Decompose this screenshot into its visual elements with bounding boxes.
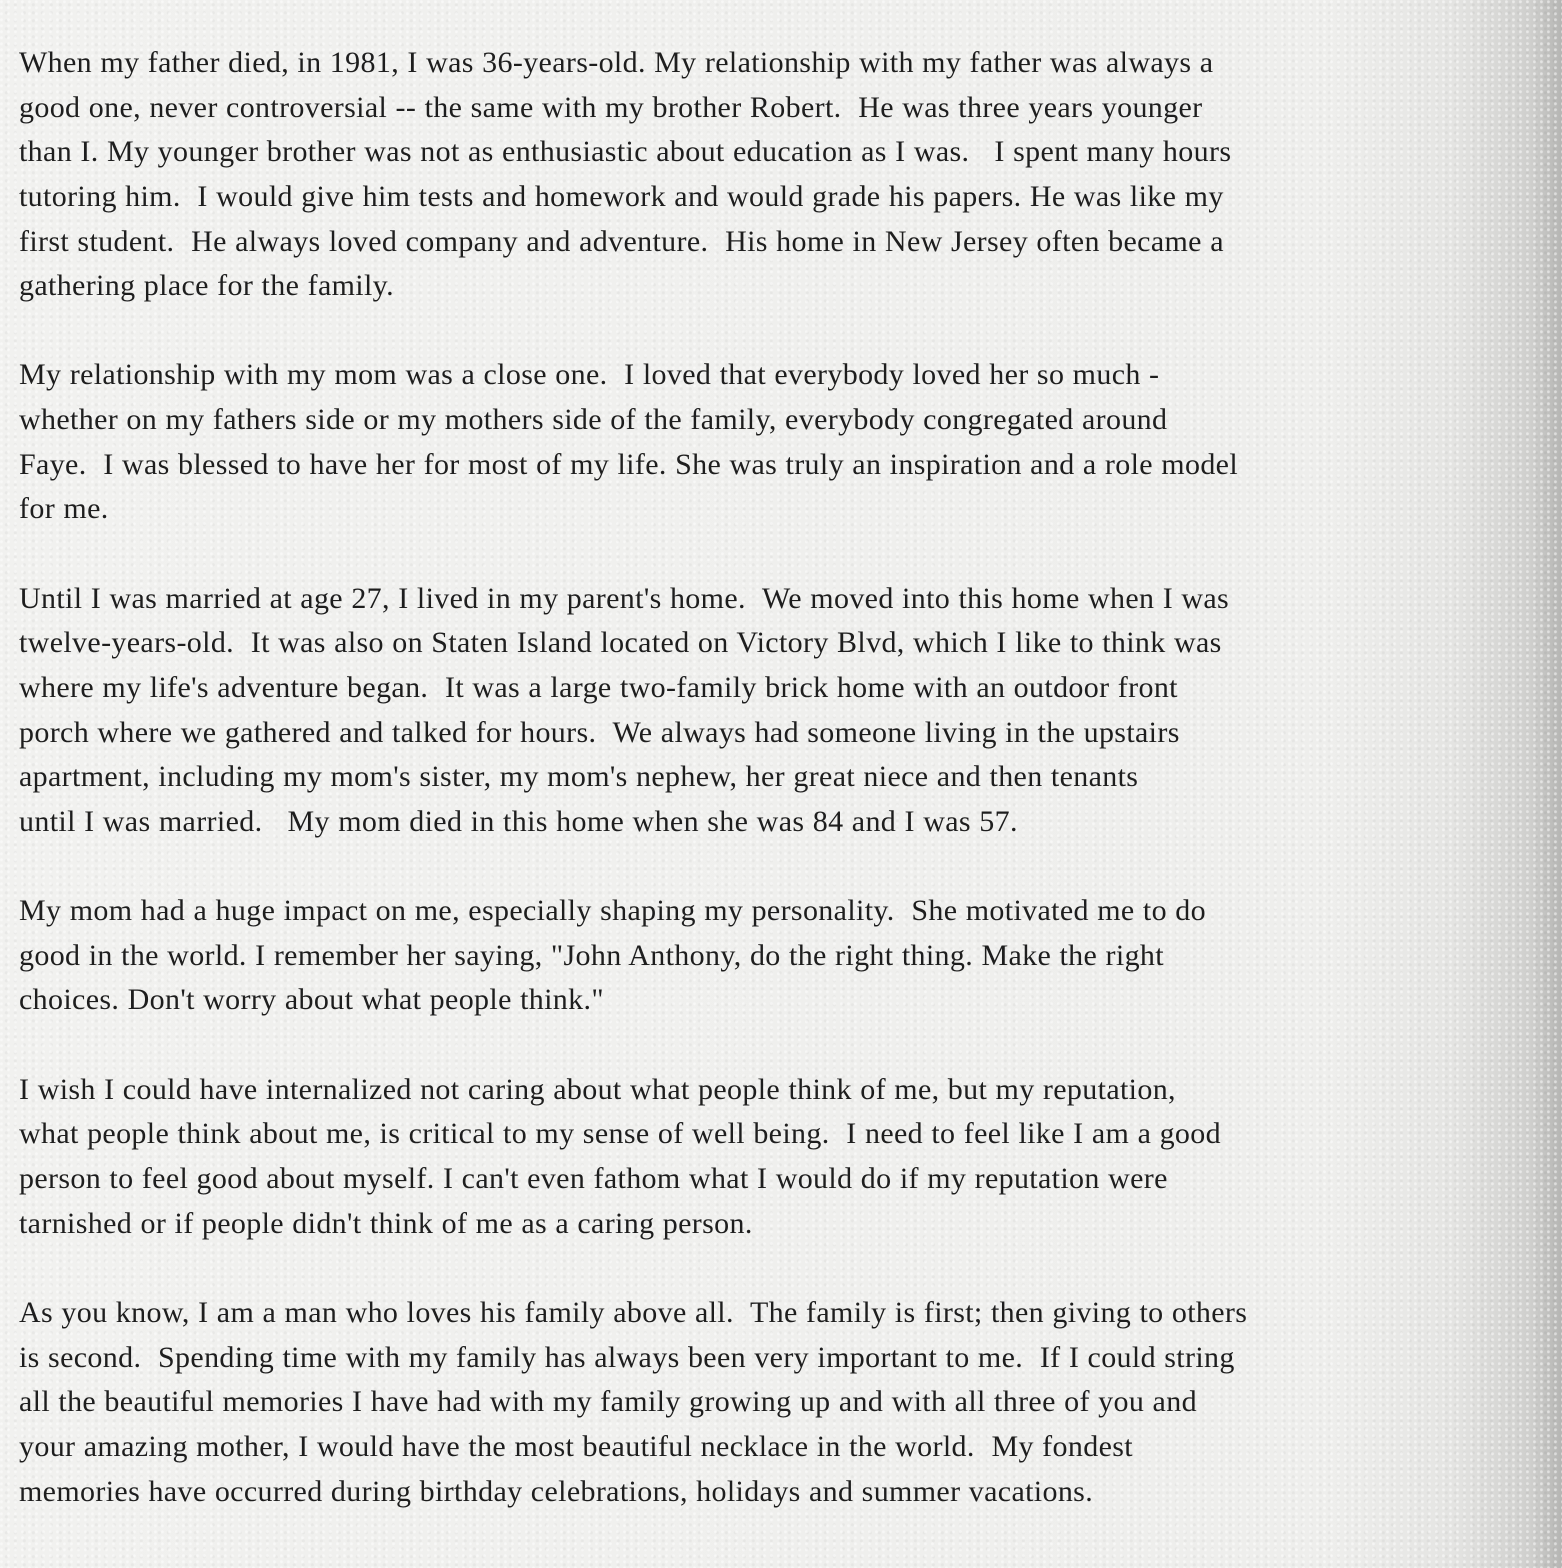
text-line: than I. My younger brother was not as enthusiastic about education as I was. I spent many hours [19, 135, 1232, 169]
text-line: Until I was married at age 27, I lived in my parent's home. We moved into this home when I was [19, 581, 1230, 615]
text-line: My relationship with my mom was a close one. I loved that everybody loved her so much - [19, 358, 1160, 392]
paragraph [19, 889, 1247, 1023]
text-line: whether on my fathers side or my mothers side of the family, everybody congregated around [19, 403, 1168, 437]
text-line: My mom had a huge impact on me, especially shaping my personality. She motivated me to do [19, 894, 1206, 928]
text-line: memories have occurred during birthday celebrations, holidays and summer vacations. [19, 1474, 1094, 1508]
text-line: I wish I could have internalized not caring about what people think of me, but my reputation, [19, 1072, 1176, 1106]
paragraph [19, 1068, 1247, 1247]
text-line: good one, never controversial -- the same with my brother Robert. He was three years younger [19, 90, 1203, 124]
text-line: tutoring him. I would give him tests and homework and would grade his papers. He was like my [19, 179, 1224, 213]
text-line: choices. Don't worry about what people think." [19, 983, 604, 1017]
text-line: twelve-years-old. It was also on Staten Island located on Victory Blvd, which I like to think was [19, 626, 1222, 660]
document-body [19, 41, 1247, 1559]
text-line: porch where we gathered and talked for hours. We always had someone living in the upstairs [19, 715, 1180, 749]
text-line: gathering place for the family. [19, 269, 394, 303]
text-line: all the beautiful memories I have had with my family growing up and with all three of you and [19, 1385, 1197, 1419]
paragraph [19, 1291, 1247, 1514]
text-line: tarnished or if people didn't think of me as a caring person. [19, 1206, 753, 1240]
paragraph [19, 353, 1247, 532]
text-line: When my father died, in 1981, I was 36-years-old. My relationship with my father was always a [19, 46, 1214, 79]
text-line: As you know, I am a man who loves his family above all. The family is first; then giving to others [19, 1295, 1248, 1329]
text-line: person to feel good about myself. I can't even fathom what I would do if my reputation were [19, 1162, 1168, 1196]
text-line: good in the world. I remember her saying, "John Anthony, do the right thing. Make the right [19, 938, 1164, 972]
text-line: where my life's adventure began. It was a large two-family brick home with an outdoor front [19, 670, 1178, 704]
text-line: apartment, including my mom's sister, my mom's nephew, her great niece and then tenants [19, 760, 1139, 794]
text-line: what people think about me, is critical to my sense of well being. I need to feel like I am a good [19, 1117, 1221, 1151]
text-line: your amazing mother, I would have the most beautiful necklace in the world. My fondest [19, 1429, 1133, 1463]
text-line: first student. He always loved company and adventure. His home in New Jersey often became a [19, 224, 1224, 258]
paragraph [19, 577, 1247, 845]
text-line: for me. [19, 492, 109, 526]
text-line: Faye. I was blessed to have her for most of my life. She was truly an inspiration and a role model [19, 447, 1239, 481]
paragraph [19, 41, 1247, 309]
text-line: is second. Spending time with my family has always been very important to me. If I could string [19, 1340, 1235, 1374]
text-line: until I was married. My mom died in this home when she was 84 and I was 57. [19, 804, 1018, 838]
